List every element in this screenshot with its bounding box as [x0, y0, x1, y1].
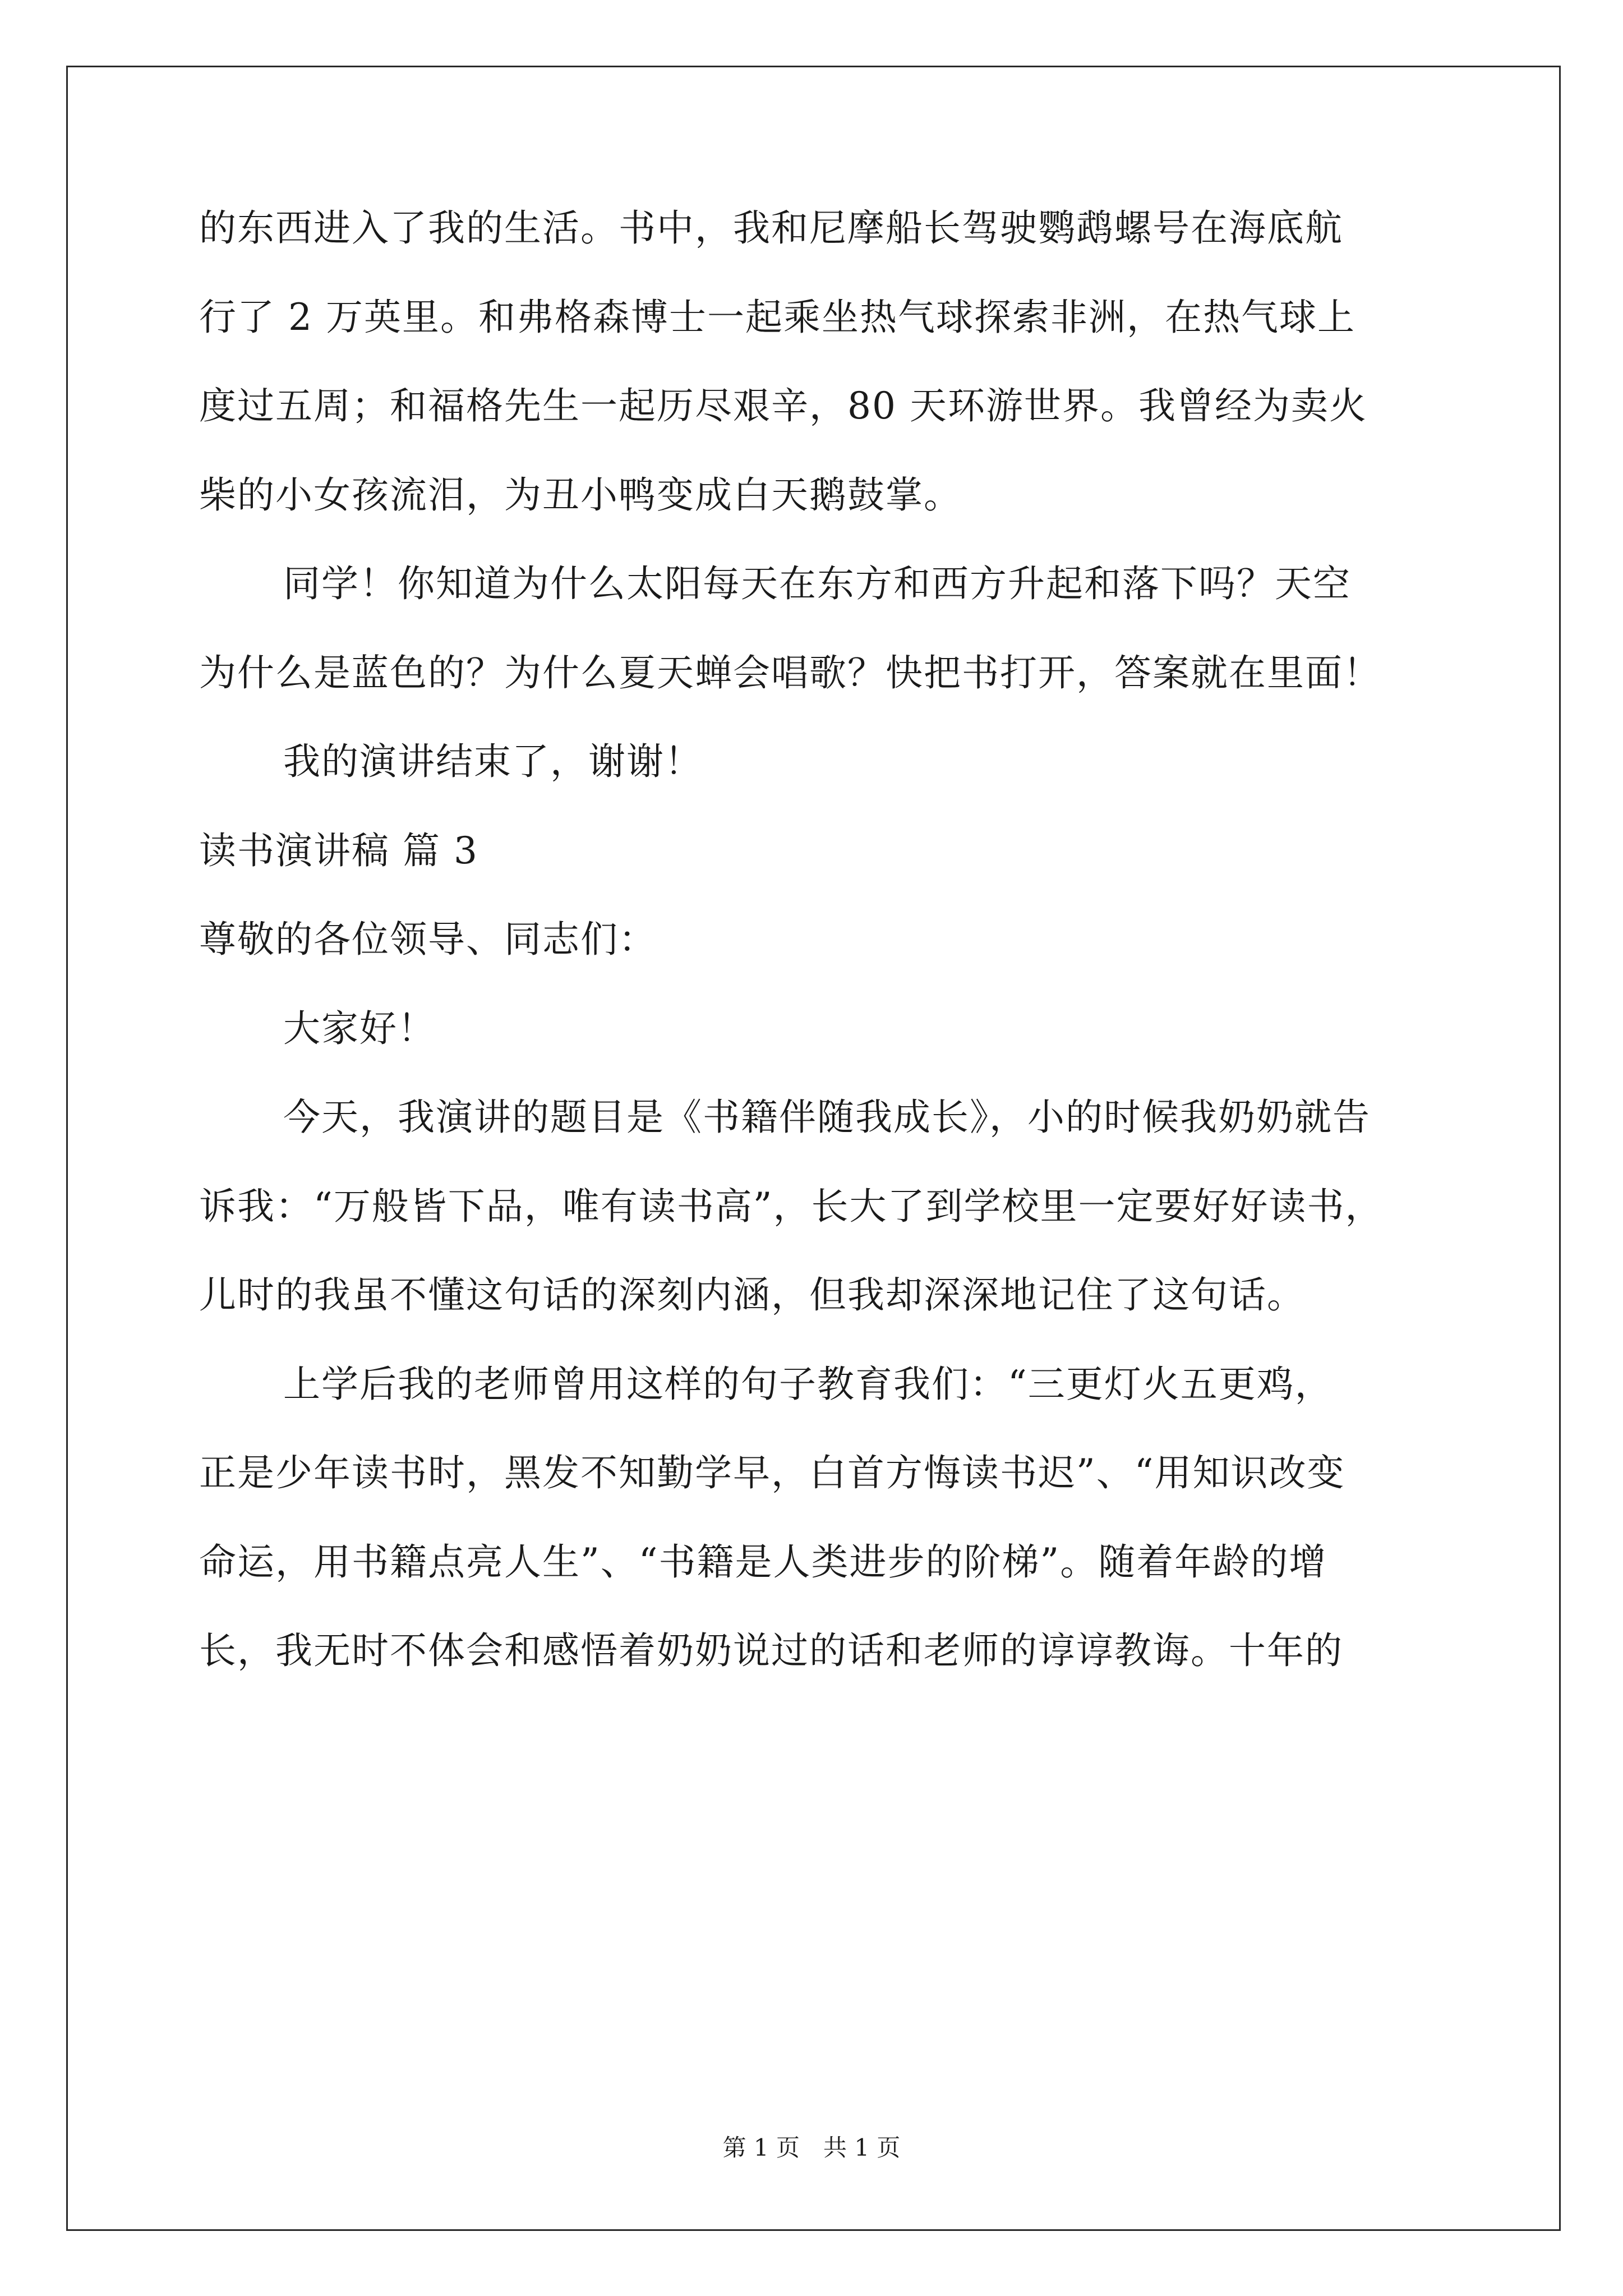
- text-line-1: 的东西进入了我的生活。书中，我和尼摩船长驾驶鹦鹉螺号在海底航: [199, 206, 1343, 250]
- text-line-14: 上学后我的老师曾用这样的句子教育我们：“三更灯火五更鸡，: [283, 1362, 1333, 1406]
- page-number: 第 1 页 共 1 页: [722, 2134, 901, 2161]
- text-line-12: 诉我：“万般皆下品，唯有读书高”，长大了到学校里一定要好好读书，: [199, 1184, 1384, 1228]
- salutation: 尊敬的各位领导、同志们：: [199, 918, 657, 961]
- text-line-13: 儿时的我虽不懂这句话的深刻内涵，但我却深深地记住了这句话。: [199, 1273, 1305, 1317]
- section-heading: 读书演讲稿 篇 3: [199, 829, 478, 872]
- text-line-15: 正是少年读书时，黑发不知勤学早，白首方悔读书迟”、“用知识改变: [199, 1451, 1345, 1494]
- text-line-3: 度过五周；和福格先生一起历尽艰辛，80 天环游世界。我曾经为卖火: [199, 384, 1367, 427]
- greeting: 大家好！: [283, 1006, 436, 1050]
- text-line-7: 我的演讲结束了，谢谢！: [283, 740, 703, 783]
- text-line-11: 今天，我演讲的题目是《书籍伴随我成长》，小的时候我奶奶就告: [283, 1096, 1371, 1139]
- document-body: [199, 206, 1433, 1722]
- text-line-16: 命运，用书籍点亮人生”、“书籍是人类进步的阶梯”。随着年龄的增: [199, 1540, 1327, 1584]
- text-line-17: 长，我无时不体会和感悟着奶奶说过的话和老师的谆谆教诲。十年的: [199, 1629, 1343, 1672]
- text-line-6: 为什么是蓝色的？为什么夏天蝉会唱歌？快把书打开，答案就在里面！: [199, 651, 1381, 694]
- text-line-2: 行了 2 万英里。和弗格森博士一起乘坐热气球探索非洲，在热气球上: [199, 295, 1355, 339]
- text-line-5: 同学！你知道为什么太阳每天在东方和西方升起和落下吗？天空: [283, 562, 1351, 605]
- text-line-4: 柴的小女孩流泪，为丑小鸭变成白天鹅鼓掌。: [199, 473, 962, 517]
